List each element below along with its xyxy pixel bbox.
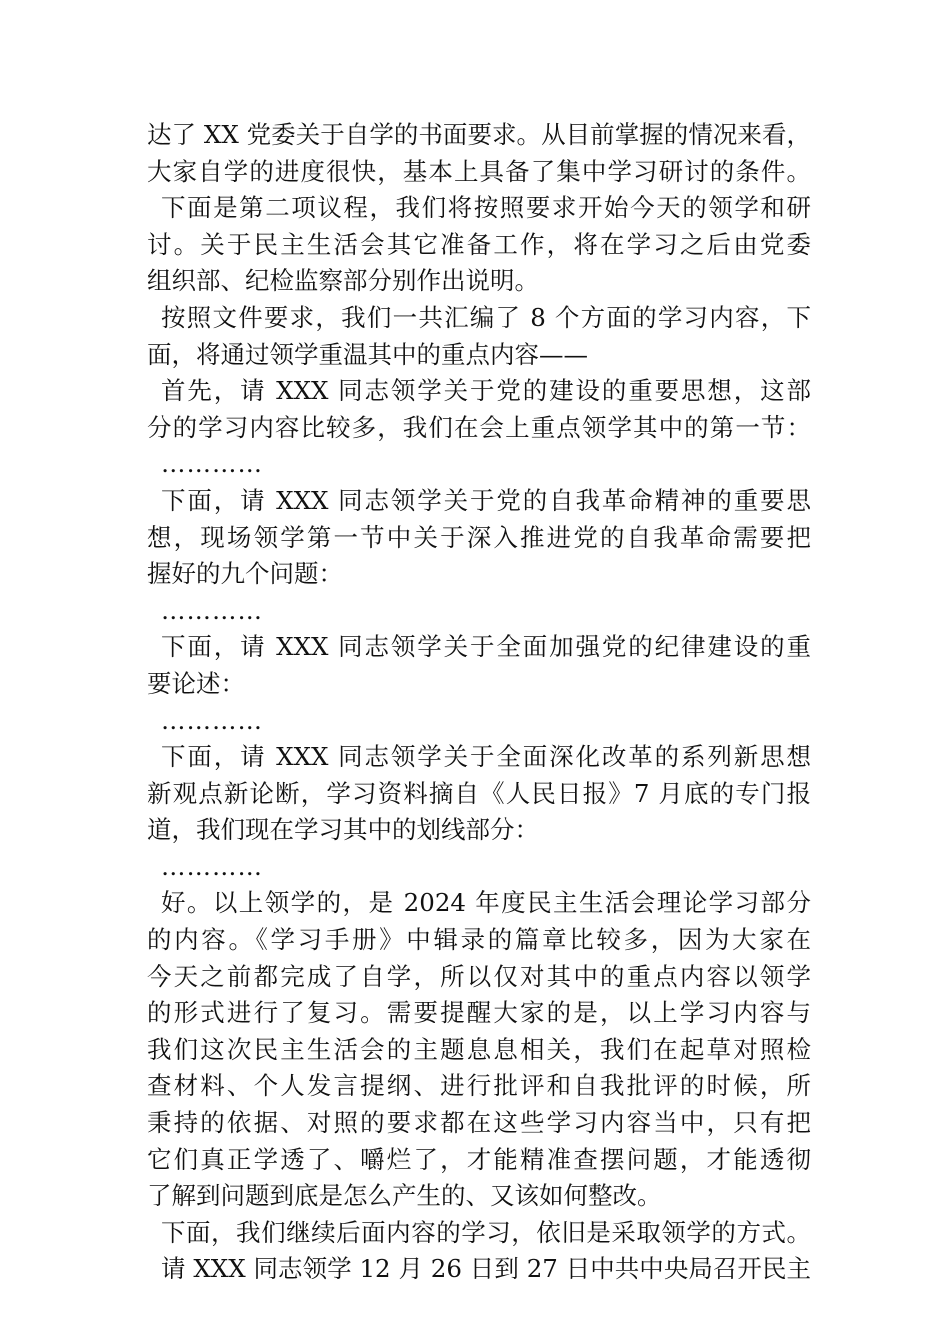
- text-line: 首先，请 XXX 同志领学关于党的建设的重要思想，这部: [161, 376, 811, 406]
- text-line: 今天之前都完成了自学，所以仅对其中的重点内容以领学: [147, 961, 811, 991]
- text-line: 道，我们现在学习其中的划线部分：: [147, 815, 539, 845]
- text-line: 下面是第二项议程，我们将按照要求开始今天的领学和研: [161, 193, 811, 223]
- text-line: 我们这次民主生活会的主题息息相关，我们在起草对照检: [147, 1034, 811, 1064]
- ellipsis-line: …………: [161, 851, 263, 881]
- text-line: 按照文件要求，我们一共汇编了 8 个方面的学习内容，下: [161, 302, 811, 332]
- text-line: 握好的九个问题：: [147, 559, 343, 589]
- text-line: 的内容。《学习手册》中辑录的篇章比较多，因为大家在: [147, 925, 811, 955]
- document-body: [147, 117, 811, 1288]
- text-line: 想，现场领学第一节中关于深入推进党的自我革命需要把: [147, 522, 811, 552]
- text-line: 了解到问题到底是怎么产生的、又该如何整改。: [147, 1181, 662, 1211]
- text-line: 查材料、个人发言提纲、进行批评和自我批评的时候，所: [147, 1071, 811, 1101]
- text-line: 面，将通过领学重温其中的重点内容——: [147, 339, 588, 369]
- text-line: 新观点新论断，学习资料摘自《人民日报》7 月底的专门报: [147, 778, 811, 808]
- text-line: 它们真正学透了、嚼烂了，才能精准查摆问题，才能透彻: [147, 1144, 811, 1174]
- text-line: 的形式进行了复习。需要提醒大家的是，以上学习内容与: [147, 998, 811, 1028]
- text-line: 下面，我们继续后面内容的学习，依旧是采取领学的方式。: [161, 1217, 811, 1247]
- text-line: 下面，请 XXX 同志领学关于党的自我革命精神的重要思: [161, 485, 811, 515]
- text-line: 下面，请 XXX 同志领学关于全面加强党的纪律建设的重: [161, 632, 811, 662]
- text-line: 组织部、纪检监察部分别作出说明。: [147, 266, 539, 296]
- text-line: 秉持的依据、对照的要求都在这些学习内容当中，只有把: [147, 1108, 811, 1138]
- ellipsis-line: …………: [161, 449, 263, 479]
- text-line: 讨。关于民主生活会其它准备工作，将在学习之后由党委: [147, 229, 811, 259]
- text-line: 下面，请 XXX 同志领学关于全面深化改革的系列新思想: [161, 742, 811, 772]
- ellipsis-line: …………: [161, 705, 263, 735]
- ellipsis-line: …………: [161, 595, 263, 625]
- text-line: 大家自学的进度很快，基本上具备了集中学习研讨的条件。: [147, 156, 811, 186]
- text-line: 达了 XX 党委关于自学的书面要求。从目前掌握的情况来看，: [147, 120, 811, 149]
- text-line: 请 XXX 同志领学 12 月 26 日到 27 日中共中央局召开民主: [161, 1254, 811, 1284]
- text-line: 分的学习内容比较多，我们在会上重点领学其中的第一节：: [147, 412, 811, 442]
- text-line: 好。以上领学的，是 2024 年度民主生活会理论学习部分: [161, 888, 811, 918]
- text-line: 要论述：: [147, 668, 245, 698]
